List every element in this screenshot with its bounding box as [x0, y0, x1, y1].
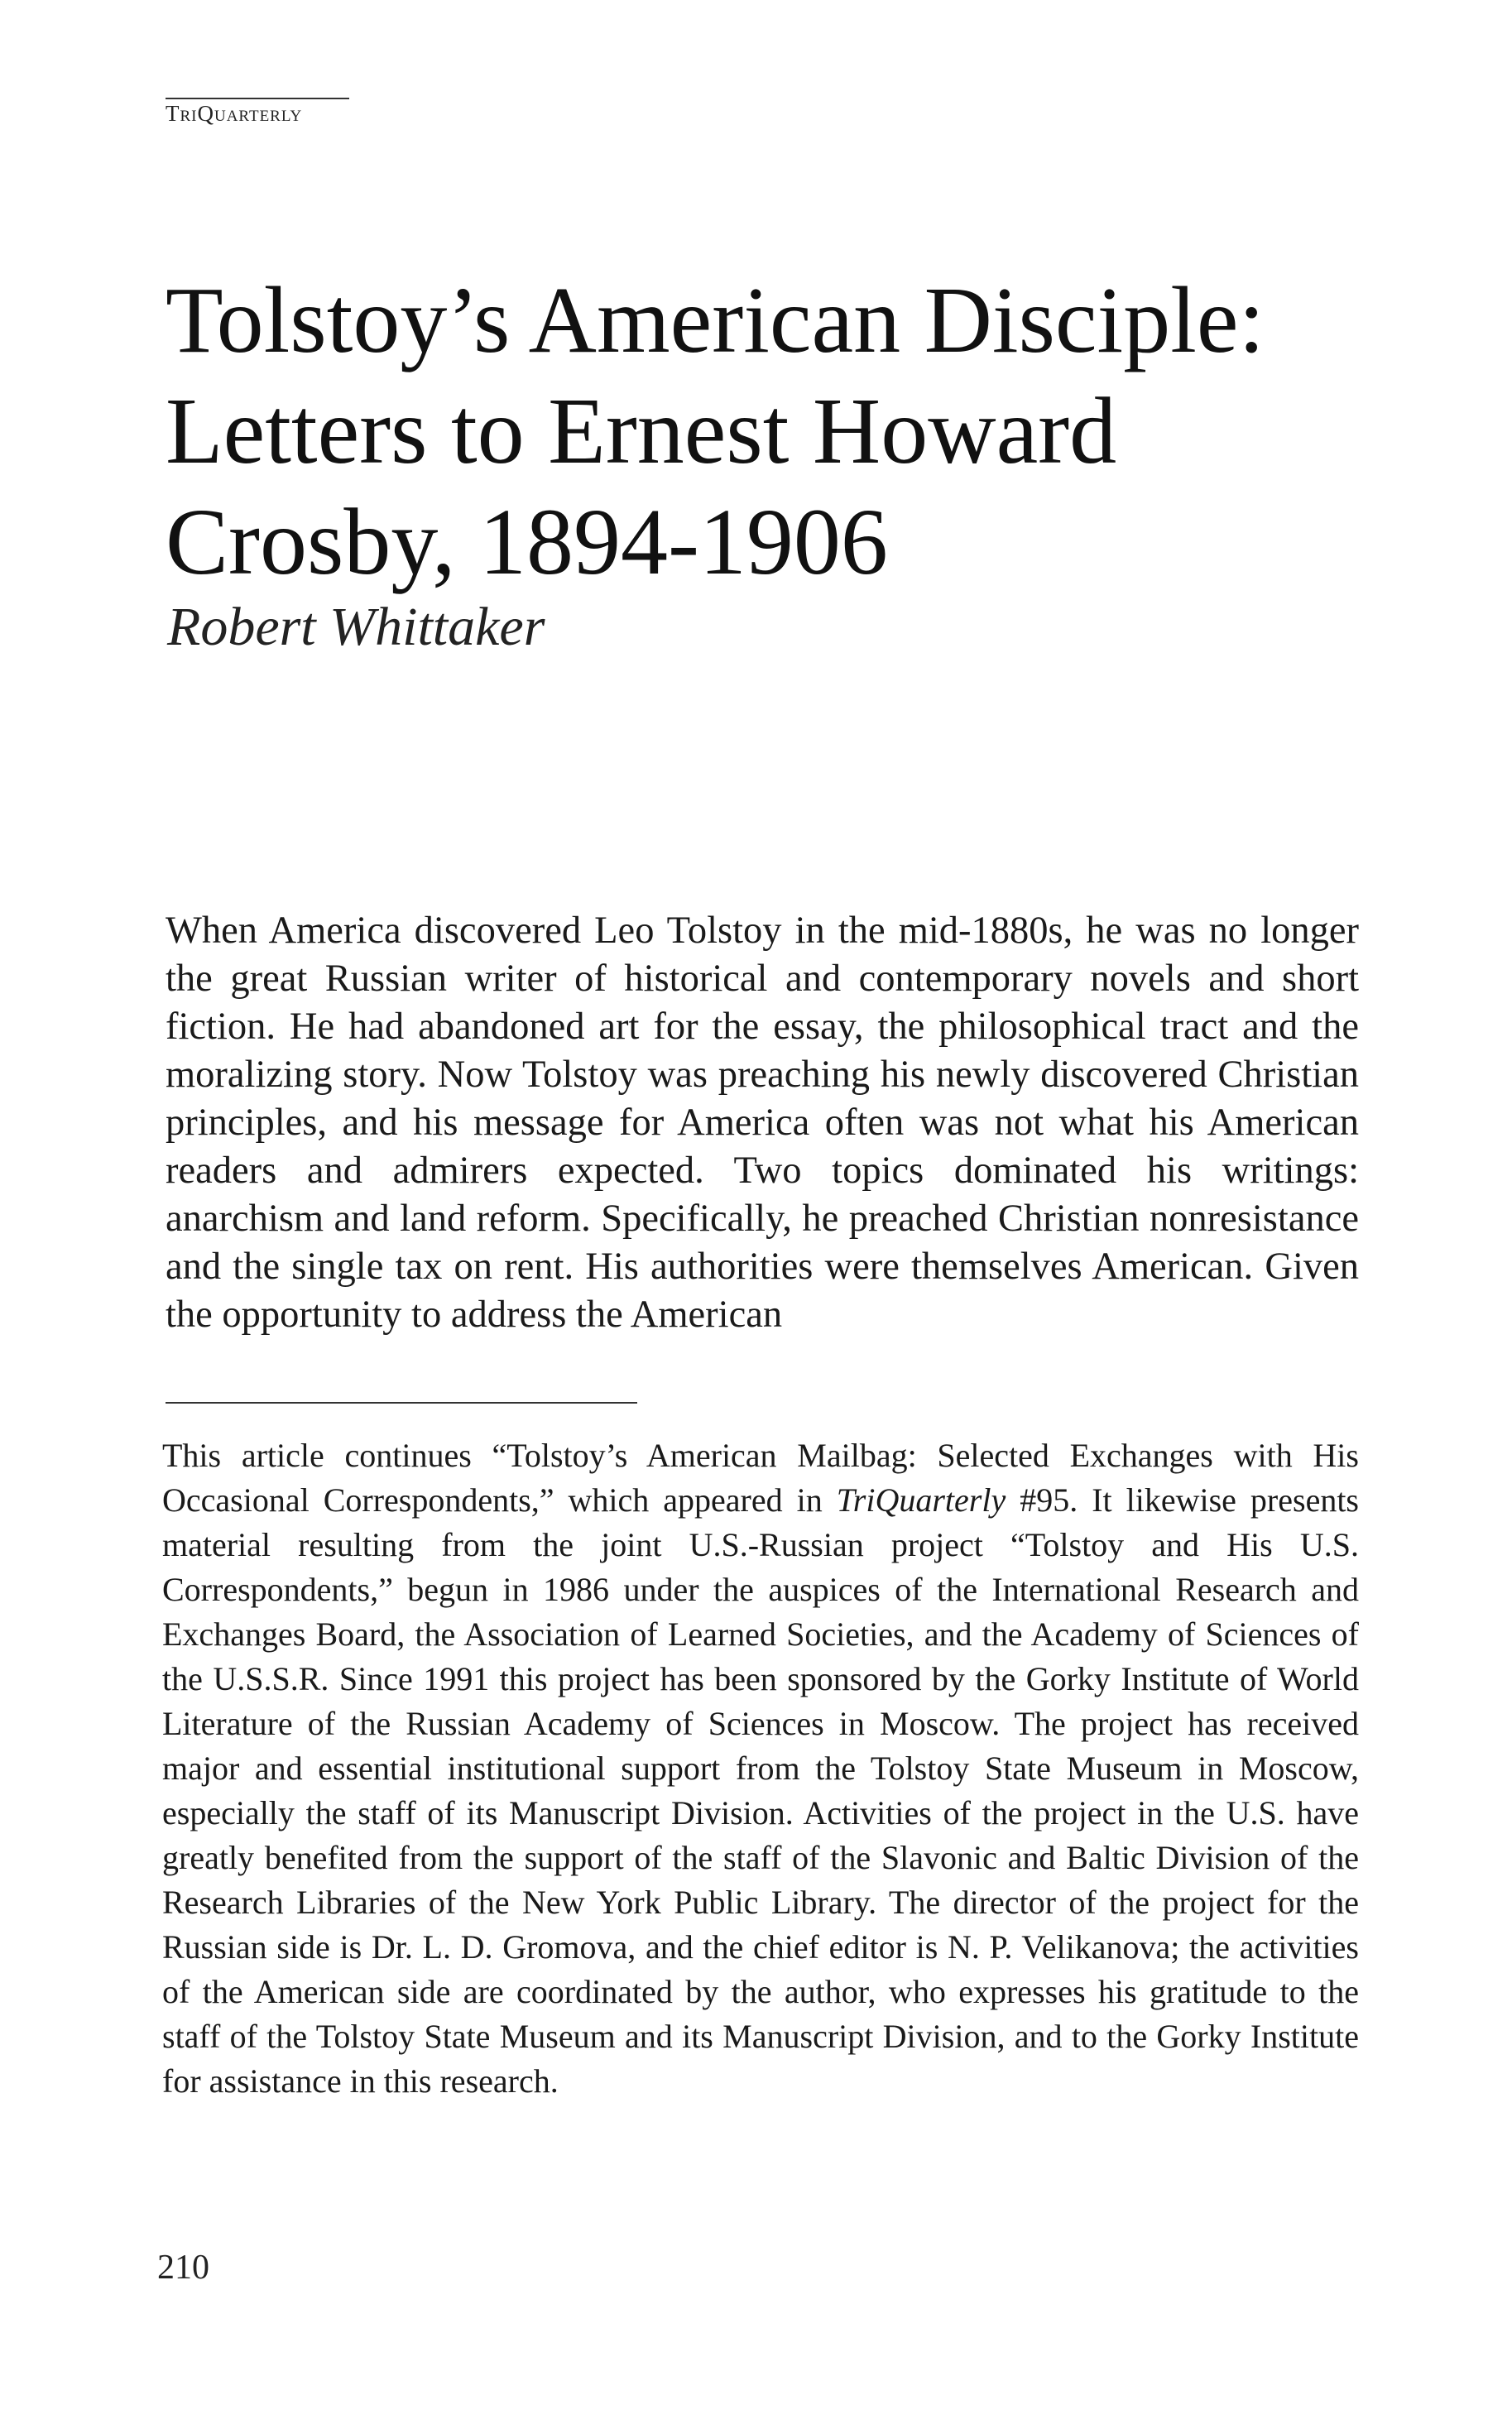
running-head: TriQuarterly — [166, 101, 303, 126]
article-author: Robert Whittaker — [167, 597, 545, 657]
page-number: 210 — [157, 2249, 209, 2287]
body-paragraph: When America discovered Leo Tolstoy in the mid-1880s, he was no longer the great Russian writer of historical and contemporary novels and short fiction. He had abandoned art for the essay, the philosophical tract and the moralizing story. Now Tolstoy was preaching his newly discovered Christian principles, and his message for America often was not what his American readers and admirers expected. Two topics dominated his writings: anarchism and land reform. Specifically, he preached Christian nonresistance and the single tax on rent. His authorities were themselves American. Given the opportunity to address the American — [166, 910, 1359, 1336]
footnote-text-part2: #95. It likewise presents material resulting from the joint U.S.-Russian project “Tolstoy and His U.S. Correspondents,” begun in 1986 under the auspices of the International Research and Exchanges Board, the Association of Learned Societies, and the Academy of Sciences of the U.S.S.R. Since 1991 this project has been sponsored by the Gorky Institute of World Literature of the Russian Academy of Sciences in Moscow. The project has received major and essential institutional support from the Tolstoy State Museum in Moscow, especially the staff of its Manuscript Division. Activities of the project in the U.S. have greatly benefited from the support of the staff of the Slavonic and Baltic Division of the Research Libraries of the New York Public Library. The director of the project for the Russian side is Dr. L. D. Gromova, and the chief editor is N. P. Velikanova; the activities of the American side are coordinated by the author, who expresses his gratitude to the staff of the Tolstoy State Museum and its Manuscript Division, and to the Gorky Institute for assistance in this research. — [162, 1481, 1359, 2100]
footnote-text-part1: This article continues “Tolstoy’s American Mailbag: Selected Exchanges with His Occasional Correspondents,” which appeared in — [162, 1437, 1359, 1519]
article-title: Tolstoy’s American Disciple: Letters to Ernest Howard Crosby, 1894-1906 — [166, 267, 1265, 594]
footnote-journal-name: TriQuarterly — [836, 1481, 1006, 1519]
footnote-rule — [166, 1402, 637, 1404]
running-head-rule — [166, 98, 349, 99]
footnote — [162, 1433, 1359, 2104]
